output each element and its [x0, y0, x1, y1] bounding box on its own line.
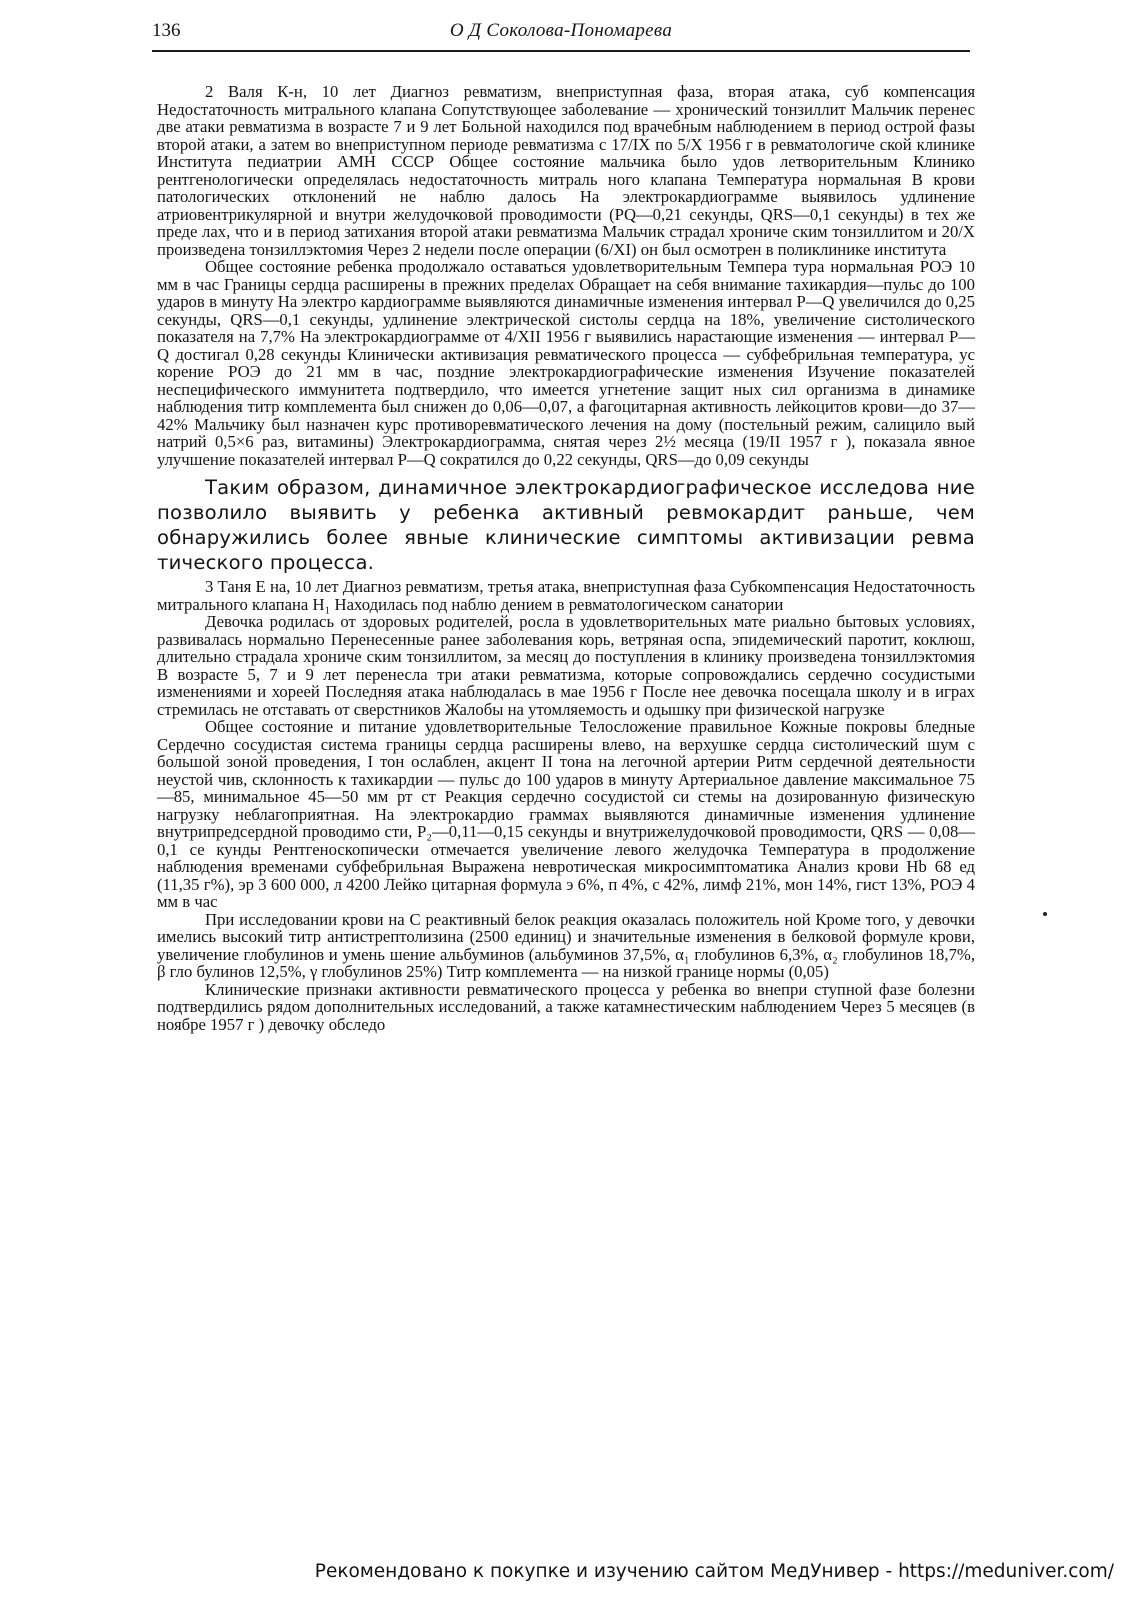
conclusion-paragraph: Таким образом, динамичное электрокардиографическое исследова ние позволило выявить у ребенка активный ревмокардит раньше, чем обнаружились более явные клинические симптомы активизации ревма тического процесса.	[157, 476, 975, 574]
footer-watermark: Рекомендовано к покупке и изучению сайтом МедУнивер - https://meduniver.com/	[314, 1561, 1114, 1582]
page-number: 136	[152, 20, 181, 41]
case-3-anamnesis-paragraph: Девочка родилась от здоровых родителей, росла в удовлетворительных мате риально бытовых условиях, развивалась нормально Перенесенные ранее заболевания корь, ветряная оспа, эпидемический паротит, коклюш, длительно страдала хрониче ским тонзиллитом, за месяц до поступления в клинику произведена тонзиллэктомия В возрасте 5, 7 и 9 лет перенесла три атаки ревматизма, которые сопровождались сердечно сосудистыми изменениями и хореей Последняя атака наблюдалась в мае 1956 г После нее девочка посещала школу и в играх стремилась не отставать от сверстников Жалобы на утомляемость и одышку при физической нагрузке	[157, 612, 975, 719]
case-3-blood-paragraph: При исследовании крови на С реактивный белок реакция оказалась положитель ной Кроме того, у девочки имелись высокий титр антистрептолизина (2500 единиц) и значительные изменения в белковой формуле крови, увеличение глобулинов и умень шение альбуминов (альбуминов 37,5%, α₁ глобулинов 6,3%, α₂ глобулинов 18,7%, β гло булинов 12,5%, γ глобулинов 25%) Титр комплемента — на низкой границе нормы (0,05)	[157, 909, 975, 981]
case-2-followup-paragraph: Общее состояние ребенка продолжало оставаться удовлетворительным Темпера тура нормальная РОЭ 10 мм в час Границы сердца расширены в прежних пределах Обращает на себя внимание тахикардия—пульс до 100 ударов в минуту На электро кардиограмме выявляются динамичные изменения интервал P—Q увеличился до 0,25 секунды, QRS—0,1 секунды, удлинение электрической систолы сердца на 18%, увеличение систолического показателя на 7,7% На электрокардиограмме от 4/XII 1956 г выявились нарастающие изменения — интервал P—Q достигал 0,28 секунды Клинически активизация ревматического процесса — субфебрильная температура, ус корение РОЭ до 21 мм в час, поздние электрокардиографические изменения Изучение показателей неспецифического иммунитета подтвердило, что имеется угнетение защит ных сил организма в динамике наблюдения титр комплемента был снижен до 0,06—0,07, а фагоцитарная активность лейкоцитов крови—до 37—42% Мальчику был назначен курс противоревматического лечения на дому (постельный режим, салицило вый натрий 0,5×6 раз, витамины) Электрокардиограмма, снятая через 2½ месяца (19/II 1957 г ), показала явное улучшение показателей интервал P—Q сократился до 0,22 секунды, QRS—до 0,09 секунды	[157, 257, 975, 469]
margin-dot	[1043, 912, 1047, 916]
case-3-paragraph: 3 Таня Е на, 10 лет Диагноз ревматизм, третья атака, внеприступная фаза Субкомпенсация Недостаточность митрального клапана H₁ Находилась под наблю дением в ревматологическом санатории	[157, 577, 975, 614]
running-title: О Д Соколова-Пономарева	[449, 20, 673, 41]
case-3-status-paragraph: Общее состояние и питание удовлетворительные Телосложение правильное Кожные покровы бледные Сердечно сосудистая система границы сердца расширены влево, на верхушке сердца систолический шум с большой зоной проведения, I тон ослаблен, акцент II тона на легочной артерии Ритм сердечной деятельности неустой чив, склонность к тахикардии — пульс до 100 ударов в минуту Артериальное давление максимальное 75—85, минимальное 45—50 мм рт ст Реакция сердечно сосудистой си стемы на дозированную физическую нагрузку неблагоприятная. На электрокардио граммах выявляются динамичные изменения удлинение внутрипредсердной проводимо сти, P₂—0,11—0,15 секунды и внутрижелудочковой проводимости, QRS — 0,08—0,1 се кунды Рентгеноскопически отмечается увеличение левого желудочка Температура в продолжение наблюдения временами субфебрильная Выражена невротическая микросимптоматика Анализ крови Hb 68 ед (11,35 г%), эр 3 600 000, л 4200 Лейко цитарная формула э 6%, п 4%, с 42%, лимф 21%, мон 14%, гист 13%, РОЭ 4 мм в час	[157, 717, 975, 911]
page-header	[152, 16, 970, 52]
page-body	[157, 83, 975, 1033]
case-3-activity-paragraph: Клинические признаки активности ревматического процесса у ребенка во внепри ступной фазе болезни подтвердились рядом дополнительных исследований, а также катамнестическим наблюдением Через 5 месяцев (в ноябре 1957 г ) девочку обследо	[157, 979, 975, 1034]
case-2-paragraph: 2 Валя К-н, 10 лет Диагноз ревматизм, внеприступная фаза, вторая атака, суб компенсация Недостаточность митрального клапана Сопутствующее заболевание — хронический тонзиллит Мальчик перенес две атаки ревматизма в возрасте 7 и 9 лет Больной находился под врачебным наблюдением в период острой фазы второй атаки, а затем во внеприступном периоде ревматизма с 17/IX по 5/X 1956 г в ревматологиче ской клинике Института педиатрии АМН СССР Общее состояние мальчика было удов летворительным Клинико рентгенологически определялась недостаточность митраль ного клапана Температура нормальная В крови патологических отклонений не наблю далось На электрокардиограмме выявилось удлинение атриовентрикулярной и внутри желудочковой проводимости (PQ—0,21 секунды, QRS—0,1 секунды) в тех же преде лах, что и в период затихания второй атаки ревматизма Мальчик страдал хрониче ским тонзиллитом и 20/X произведена тонзиллэктомия Через 2 недели после операции (6/XI) он был осмотрен в поликлинике института	[157, 82, 975, 259]
